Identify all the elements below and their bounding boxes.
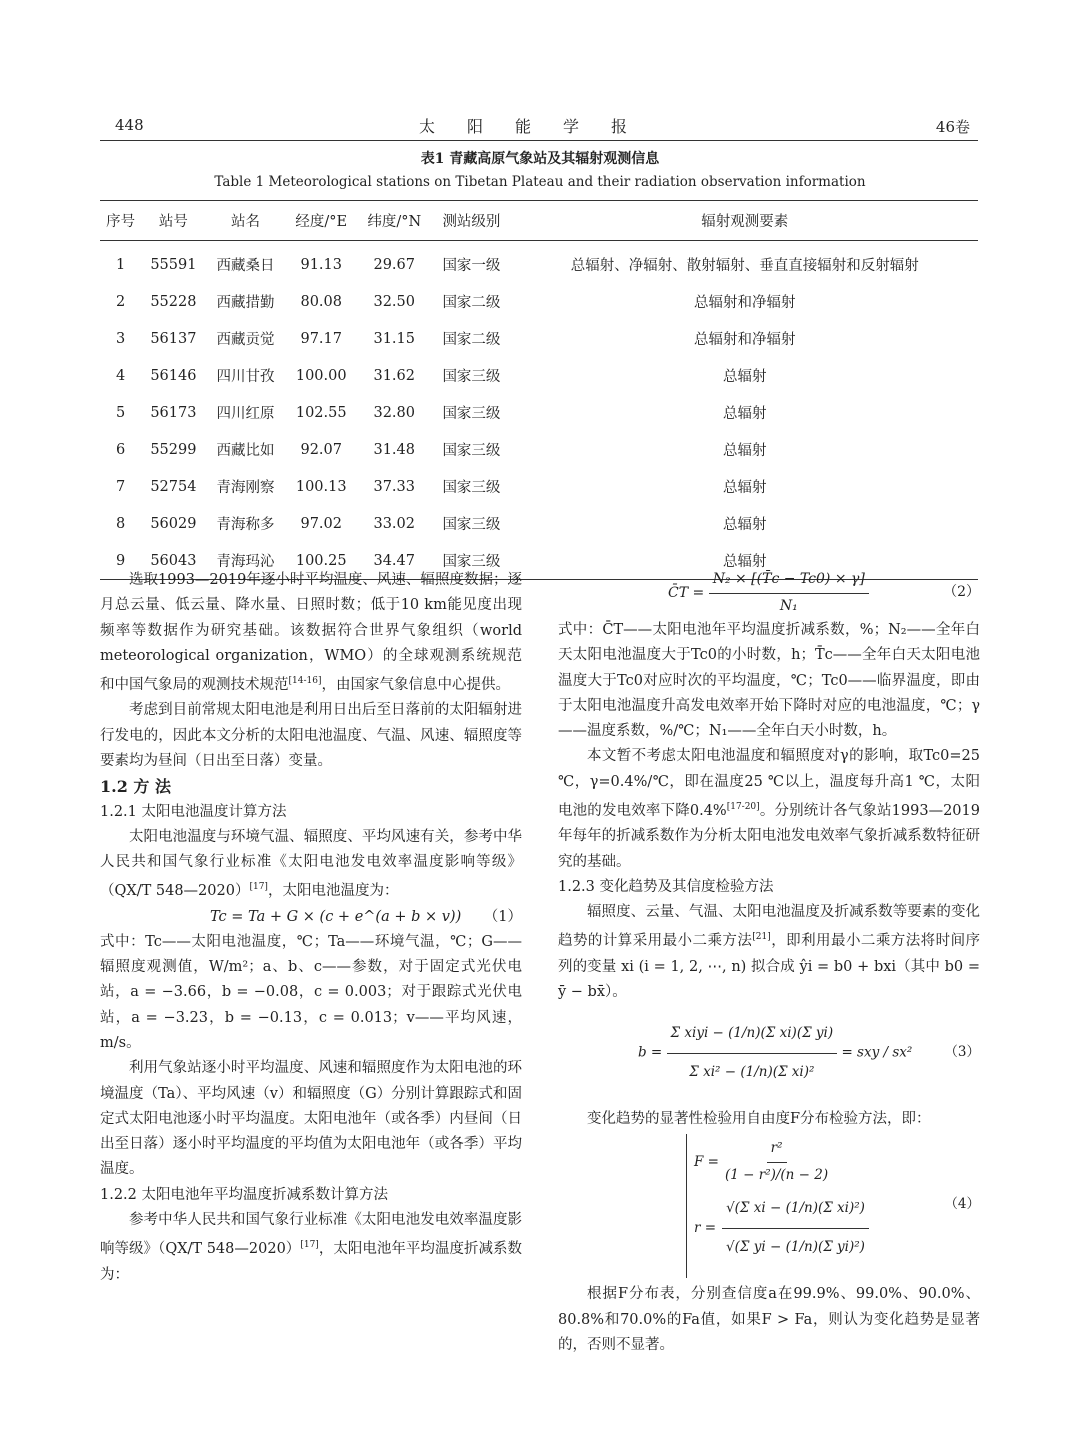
- left-column: [100, 568, 522, 1288]
- paragraph: 式中：C̄T——太阳电池年平均温度折减系数，%；N₂——全年白天太阳电池温度大于Tc0的小时数，h；T̄c——全年白天太阳电池温度大于Tc0对应时次的平均温度，℃；Tc0——临界温度，即由于太阳电池温度升高发电效率开始下降时对应的电池温度，℃；γ——温度系数，%/℃；N₁——全年白天小时数，h。: [558, 622, 980, 740]
- equation-number: （1）: [483, 908, 522, 925]
- table-cell: 92.07: [300, 441, 342, 458]
- table-cell: 32.80: [373, 404, 415, 421]
- paragraph: 式中：Tc——太阳电池温度，℃；Ta——环境气温，℃；G——辐照度观测值，W/m²；a、b、c——参数，对于固定式光伏电站，a = −3.66，b = −0.08，c = 0.003；对于跟踪式光伏电站，a = −3.23，b = −0.13，c = 0.013；v——平均风速，m/s。: [100, 933, 522, 1051]
- column-header: 辐射观测要素: [511, 201, 978, 241]
- table-row: [100, 505, 978, 542]
- column-header: 经度/°E: [285, 201, 357, 241]
- table-row: [100, 357, 978, 394]
- equation-4: [558, 1132, 980, 1282]
- paragraph: 太阳电池温度与环境气温、辐照度、平均风速有关，参考中华人民共和国气象行业标准《太阳电池发电效率温度影响等级》（QX/T 548—2020）[17]，太阳电池温度为：: [100, 828, 522, 900]
- table-cell: 100.13: [295, 478, 347, 495]
- table-header-row: [100, 201, 978, 241]
- table-cell: 56146: [150, 367, 197, 384]
- page-number: 448: [115, 116, 144, 134]
- table-cell: 2: [116, 293, 126, 310]
- table-cell: 55591: [150, 256, 197, 273]
- journal-title: 太阳能学报: [418, 117, 659, 136]
- table-cell: 西藏比如: [216, 443, 275, 459]
- table-cell: 31.15: [373, 330, 415, 347]
- column-header: 序号: [100, 201, 141, 241]
- column-header: 纬度/°N: [357, 201, 431, 241]
- equation-number: （4）: [944, 1196, 980, 1213]
- subsection-heading: 1.2.1 太阳电池温度计算方法: [100, 803, 287, 820]
- table-cell: 56029: [150, 515, 197, 532]
- table-cell: 四川甘孜: [216, 369, 275, 385]
- running-header: [100, 112, 978, 141]
- table-cell: 总辐射: [722, 443, 767, 459]
- equation-3-rhs: = sxy / sx²: [841, 1044, 913, 1061]
- table-cell: 国家三级: [442, 406, 501, 422]
- table-cell: 91.13: [300, 256, 342, 273]
- equation-3-fraction: $\frac{\text{Σ xiyi − (1/n)(Σ xi)(Σ yi)}}{\text{Σ xi² − (1/n)(Σ xi)²}}$: [667, 1021, 838, 1085]
- equation-4-r: r = $\frac{\text{√(Σ xi − (1/n)(Σ xi)²)}}{\text{√(Σ yi − (1/n)(Σ yi)²)}}$: [694, 1196, 869, 1260]
- subsection-heading: 1.2.2 太阳电池年平均温度折减系数计算方法: [100, 1186, 389, 1203]
- table-cell: 102.55: [295, 404, 347, 421]
- table-cell: 55228: [150, 293, 197, 310]
- table-cell: 80.08: [300, 293, 342, 310]
- table-cell: 56137: [150, 330, 197, 347]
- paragraph: 本文暂不考虑太阳电池温度和辐照度对γ的影响，取Tc0=25 ℃，γ=0.4%/℃，即在温度25 ℃以上，温度每升高1 ℃，太阳电池的发电效率下降0.4%[17-20]。分别统计各气象站1993—2019年每年的折减系数作为分析太阳电池发电效率气象折减系数特征研究的基础。: [558, 748, 980, 870]
- table-cell: 总辐射: [722, 369, 767, 385]
- table-cell: 总辐射和净辐射: [693, 332, 796, 348]
- table-cell: 31.48: [373, 441, 415, 458]
- column-header: 站名: [205, 201, 285, 241]
- table-row: [100, 394, 978, 431]
- table-cell: 青海刚察: [216, 480, 275, 496]
- table-cell: 4: [116, 367, 126, 384]
- table-cell: 8: [116, 515, 126, 532]
- table-cell: 3: [116, 330, 126, 347]
- table-cell: 国家二级: [442, 332, 501, 348]
- table-cell: 97.17: [300, 330, 342, 347]
- paragraph: 考虑到目前常规太阳电池是利用日出后至日落前的太阳辐射进行发电的，因此本文分析的太阳电池温度、气温、风速、辐照度等要素均为昼间（日出至日落）变量。: [100, 702, 522, 769]
- equation-1: [100, 905, 522, 930]
- table-cell: 总辐射、净辐射、散射辐射、垂直直接辐射和反射辐射: [570, 258, 919, 274]
- table-cell: 总辐射: [722, 406, 767, 422]
- column-header: 测站级别: [431, 201, 511, 241]
- table-cell: 7: [116, 478, 126, 495]
- equation-2-fraction: $\frac{\text{N₂ × [(T̄c − Tc0) × γ]}}{\text{N₁}}$: [709, 567, 869, 619]
- table-cell: 29.67: [373, 256, 415, 273]
- table-row: [100, 431, 978, 468]
- table-caption-zh: 表1 青藏高原气象站及其辐射观测信息: [420, 151, 660, 167]
- paragraph: 利用气象站逐小时平均温度、风速和辐照度作为太阳电池的环境温度（Ta）、平均风速（v）和辐照度（G）分别计算跟踪式和固定式太阳电池逐小时平均温度。太阳电池年（或各季）内昼间（日出至日落）逐小时平均温度的平均值为太阳电池年（或各季）平均温度。: [100, 1060, 522, 1178]
- table-cell: 青海称多: [216, 517, 275, 533]
- column-header: 站号: [141, 201, 205, 241]
- table-cell: 总辐射: [511, 542, 978, 580]
- table-cell: 国家二级: [442, 295, 501, 311]
- table-cell: 56043: [141, 542, 205, 580]
- paragraph: 辐照度、云量、气温、太阳电池温度及折减系数等要素的变化趋势的计算采用最小二乘方法[21]，即利用最小二乘方法将时间序列的变量 xi (i = 1, 2, ⋯, n) 拟合成 ŷi = b0 + bxi（其中 b0 = ȳ − bx̄）。: [558, 904, 981, 1000]
- station-table: [100, 200, 978, 580]
- table-row: [100, 241, 978, 284]
- table-cell: 9: [100, 542, 141, 580]
- table-cell: 6: [116, 441, 126, 458]
- table-cell: 55299: [150, 441, 197, 458]
- table-row: [100, 468, 978, 505]
- table-cell: 总辐射和净辐射: [693, 295, 796, 311]
- table-cell: 97.02: [300, 515, 342, 532]
- table-cell: 32.50: [373, 293, 415, 310]
- table-cell: 100.00: [295, 367, 347, 384]
- table-cell: 5: [116, 404, 126, 421]
- table-cell: 总辐射: [722, 517, 767, 533]
- table-cell: 总辐射: [722, 480, 767, 496]
- table-cell: 1: [116, 256, 126, 273]
- table-cell: 四川红原: [216, 406, 275, 422]
- table-caption-en: Table 1 Meteorological stations on Tibetan Plateau and their radiation observation information: [214, 174, 866, 190]
- table-cell: 国家三级: [431, 542, 511, 580]
- table-cell: 34.47: [357, 542, 431, 580]
- table-cell: 52754: [150, 478, 197, 495]
- paragraph: 变化趋势的显著性检验用自由度F分布检验方法，即：: [587, 1111, 931, 1128]
- table-cell: 西藏措勤: [216, 295, 275, 311]
- equation-number: （3）: [944, 1044, 980, 1061]
- volume-label: 46卷: [935, 118, 970, 136]
- section-heading: 1.2 方 法: [100, 777, 171, 797]
- subsection-heading: 1.2.3 变化趋势及其信度检验方法: [558, 878, 774, 895]
- right-column: [558, 568, 980, 1358]
- equation-3-lhs: b =: [638, 1044, 663, 1061]
- paragraph: 参考中华人民共和国气象行业标准《太阳电池发电效率温度影响等级》（QX/T 548—2020）[17]，太阳电池年平均温度折减系数为：: [100, 1212, 523, 1283]
- table-cell: 国家三级: [442, 443, 501, 459]
- equation-4-f: F = $\frac{\text{r²}}{\text{(1 − r²)/(n − 2)}}$: [694, 1136, 828, 1188]
- equation-1-body: Tc = Ta + G × (c + e^(a + b × v)): [210, 908, 462, 925]
- table-row: [100, 320, 978, 357]
- table-cell: 国家三级: [442, 480, 501, 496]
- table-row: [100, 283, 978, 320]
- table-body: [100, 241, 978, 580]
- paragraph: 选取1993—2019年逐小时平均温度、风速、辐照度数据；逐月总云量、低云量、降水量、日照时数；低于10 km能见度出现频率等数据作为研究基础。该数据符合世界气象组织（world meteorological organization，WMO）的全球观测系统规范和中国气象局的观测技术规范[14-16]，由国家气象信息中心提供。: [100, 572, 522, 694]
- table-cell: 33.02: [373, 515, 415, 532]
- equation-2: [558, 568, 980, 618]
- equation-2-lhs: C̄T =: [668, 585, 705, 601]
- table-cell: 31.62: [373, 367, 415, 384]
- equation-number: （2）: [943, 584, 980, 601]
- table-cell: 西藏桑日: [216, 258, 275, 274]
- equation-3: [558, 1005, 980, 1101]
- brace: [686, 1134, 687, 1278]
- table-cell: 56173: [150, 404, 197, 421]
- table-cell: 西藏贡觉: [216, 332, 275, 348]
- table-cell: 国家三级: [442, 369, 501, 385]
- table-cell: 国家三级: [442, 517, 501, 533]
- paragraph: 根据F分布表，分别查信度a在99.9%、99.0%、90.0%、80.8%和70.0%的Fa值，如果F > Fa，则认为变化趋势是显著的，否则不显著。: [558, 1286, 980, 1353]
- table-cell: 100.25: [285, 542, 357, 580]
- table-cell: 青海玛沁: [205, 542, 285, 580]
- table-cell: 国家一级: [442, 258, 501, 274]
- table-cell: 37.33: [373, 478, 415, 495]
